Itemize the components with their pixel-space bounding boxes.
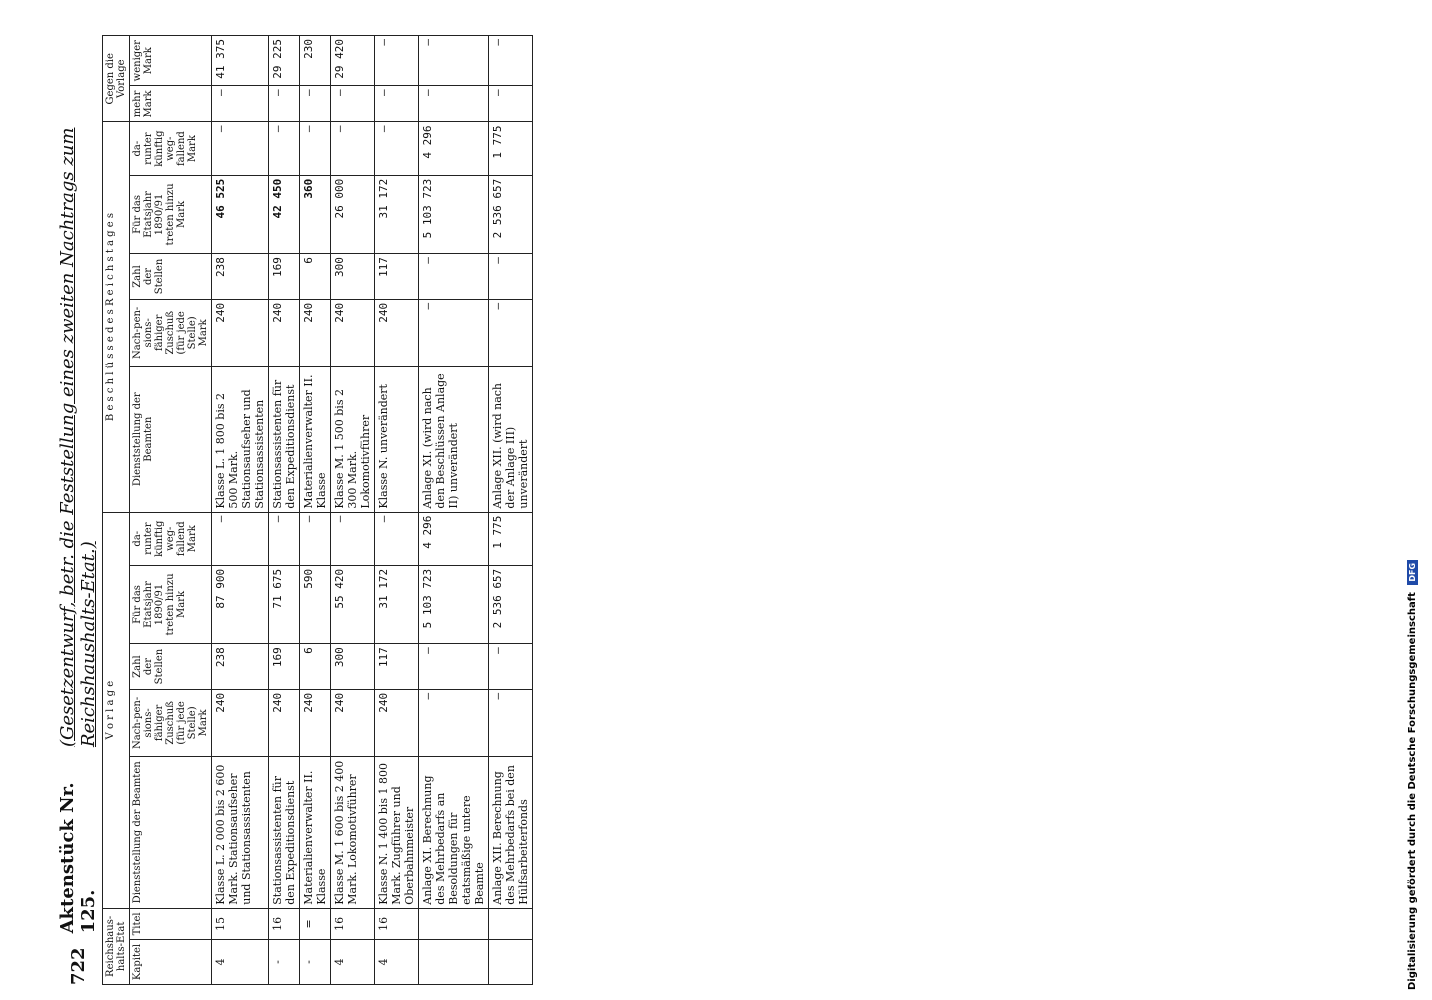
cell-b-max: 240: [269, 299, 300, 366]
cell-mehr: —: [269, 86, 300, 122]
cell-b-max: —: [489, 299, 533, 366]
cell-kapitel: [419, 940, 489, 985]
cell-b-zahl: 117: [375, 254, 419, 300]
cell-b-dienst: Anlage XI. (wird nach den Beschlüssen Anlage II) unverändert: [419, 366, 489, 512]
cell-b-zahl: —: [419, 254, 489, 300]
cell-b-betrag: 46 525: [212, 175, 269, 253]
table-row: [375, 36, 419, 985]
cell-v-max: 240: [331, 689, 375, 756]
cell-v-zahl: 117: [375, 644, 419, 690]
cell-b-betrag: 2 536 657: [489, 175, 533, 253]
col-v-dienst: Dienststellung der Beamten: [130, 756, 212, 908]
cell-kapitel: -: [269, 940, 300, 985]
cell-v-max: 240: [375, 689, 419, 756]
cell-b-weg: —: [331, 122, 375, 175]
cell-mehr: —: [375, 86, 419, 122]
cell-b-weg: —: [212, 122, 269, 175]
cell-titel: 15: [212, 908, 269, 939]
cell-titel: 16: [375, 908, 419, 939]
funding-text: Digitalisierung gefördert durch die Deutsche Forschungsgemeinschaft: [1407, 592, 1418, 990]
cell-b-weg: 4 296: [419, 122, 489, 175]
cell-v-weg: 4 296: [419, 512, 489, 565]
cell-titel: [419, 908, 489, 939]
col-v-betrag: Für das Etatsjahr 1890/91 treten hinzu Mark: [130, 565, 212, 643]
col-beschluesse: B e s c h l ü s s e d e s R e i c h s t a g e s: [103, 122, 130, 512]
col-gegen: Gegen die Vorlage: [103, 36, 130, 123]
col-mehr: mehr Mark: [130, 86, 212, 122]
cell-v-zahl: 300: [331, 644, 375, 690]
col-titel: Titel: [130, 908, 212, 939]
funding-sidebar: [1405, 10, 1429, 990]
budget-table: [102, 35, 533, 985]
cell-v-betrag: 71 675: [269, 565, 300, 643]
col-v-weg: da-runter künftig weg-fallend Mark: [130, 512, 212, 565]
cell-b-max: 240: [375, 299, 419, 366]
cell-v-max: 240: [300, 689, 331, 756]
col-weniger: weniger Mark: [130, 36, 212, 86]
cell-weniger: —: [489, 36, 533, 86]
cell-v-weg: —: [300, 512, 331, 565]
cell-v-max: 240: [269, 689, 300, 756]
table-row: [331, 36, 375, 985]
cell-v-weg: —: [331, 512, 375, 565]
cell-v-zahl: 6: [300, 644, 331, 690]
col-v-max: Nach-pen-sions-fähiger Zuschuß (für jede Stelle) Mark: [130, 689, 212, 756]
cell-v-dienst: Klasse M. 1 600 bis 2 400 Mark. Lokomotivführer: [331, 756, 375, 908]
page-header: [58, 35, 98, 985]
col-b-betrag: Für das Etatsjahr 1890/91 treten hinzu Mark: [130, 175, 212, 253]
cell-weniger: 29 225: [269, 36, 300, 86]
cell-v-max: 240: [212, 689, 269, 756]
cell-b-weg: —: [269, 122, 300, 175]
cell-v-zahl: —: [489, 644, 533, 690]
cell-v-betrag: 2 536 657: [489, 565, 533, 643]
cell-kapitel: 4: [212, 940, 269, 985]
col-b-zahl: Zahl der Stellen: [130, 254, 212, 300]
cell-v-weg: —: [212, 512, 269, 565]
cell-b-betrag: 26 000: [331, 175, 375, 253]
col-etat: Reichshaus-halts-Etat: [103, 908, 130, 984]
cell-v-weg: 1 775: [489, 512, 533, 565]
cell-kapitel: -: [300, 940, 331, 985]
table-row: [419, 36, 489, 985]
cell-b-dienst: Stationsassistenten für den Expeditionsdienst: [269, 366, 300, 512]
cell-b-betrag: 360: [300, 175, 331, 253]
cell-v-zahl: 169: [269, 644, 300, 690]
cell-mehr: —: [300, 86, 331, 122]
document-subtitle: (Gesetzentwurf, betr. die Feststellung eines zweiten Nachtrags zum Reichshaushalts-Etat.): [57, 127, 99, 748]
cell-v-betrag: 55 420: [331, 565, 375, 643]
cell-weniger: 230: [300, 36, 331, 86]
cell-b-betrag: 5 103 723: [419, 175, 489, 253]
table-row: [212, 36, 269, 985]
cell-b-zahl: 300: [331, 254, 375, 300]
cell-kapitel: [489, 940, 533, 985]
cell-b-max: 240: [300, 299, 331, 366]
table-body: [212, 36, 533, 985]
col-v-zahl: Zahl der Stellen: [130, 644, 212, 690]
cell-b-dienst: Klasse L. 1 800 bis 2 500 Mark. Stationsaufseher und Stationsassistenten: [212, 366, 269, 512]
cell-b-dienst: Klasse M. 1 500 bis 2 300 Mark. Lokomotivführer: [331, 366, 375, 512]
dfg-logo: DFG: [1407, 560, 1418, 585]
cell-titel: =: [300, 908, 331, 939]
cell-b-max: 240: [212, 299, 269, 366]
cell-v-dienst: Anlage XII. Berechnung des Mehrbedarfs bei den Hülfsarbeiterfonds: [489, 756, 533, 908]
col-b-max: Nach-pen-sions-fähiger Zuschuß (für jede Stelle) Mark: [130, 299, 212, 366]
cell-b-weg: —: [300, 122, 331, 175]
cell-v-dienst: Stationsassistenten für den Expeditionsdienst: [269, 756, 300, 908]
cell-b-weg: —: [375, 122, 419, 175]
cell-v-weg: —: [269, 512, 300, 565]
cell-titel: 16: [269, 908, 300, 939]
cell-kapitel: 4: [375, 940, 419, 985]
page-number: 722: [67, 947, 89, 985]
cell-weniger: 29 420: [331, 36, 375, 86]
cell-weniger: 41 375: [212, 36, 269, 86]
cell-mehr: —: [419, 86, 489, 122]
cell-v-zahl: 238: [212, 644, 269, 690]
cell-titel: [489, 908, 533, 939]
cell-v-dienst: Klasse L. 2 000 bis 2 600 Mark. Stationsaufseher und Stationsassistenten: [212, 756, 269, 908]
cell-b-dienst: Klasse N. unverändert: [375, 366, 419, 512]
col-b-weg: da-runter künftig weg-fallend Mark: [130, 122, 212, 175]
cell-mehr: —: [212, 86, 269, 122]
cell-v-betrag: 590: [300, 565, 331, 643]
cell-mehr: —: [331, 86, 375, 122]
cell-weniger: —: [419, 36, 489, 86]
cell-v-max: —: [419, 689, 489, 756]
document-title: Aktenstück Nr. 125.: [57, 782, 99, 934]
cell-b-betrag: 31 172: [375, 175, 419, 253]
cell-b-zahl: —: [489, 254, 533, 300]
funding-note: [1407, 30, 1418, 990]
cell-weniger: —: [375, 36, 419, 86]
cell-v-betrag: 87 900: [212, 565, 269, 643]
cell-v-dienst: Anlage XI. Berechnung des Mehrbedarfs an Besoldungen für etatsmäßige untere Beamte: [419, 756, 489, 908]
rotated-table-frame: [58, 35, 1388, 985]
table-row: [300, 36, 331, 985]
col-b-dienst: Dienststellung der Beamten: [130, 366, 212, 512]
cell-b-max: —: [419, 299, 489, 366]
cell-b-betrag: 42 450: [269, 175, 300, 253]
cell-v-dienst: Klasse N. 1 400 bis 1 800 Mark. Zugführer und Oberbahnmeister: [375, 756, 419, 908]
cell-b-zahl: 6: [300, 254, 331, 300]
cell-v-betrag: 31 172: [375, 565, 419, 643]
cell-v-dienst: Materialienverwalter II. Klasse: [300, 756, 331, 908]
cell-titel: 16: [331, 908, 375, 939]
cell-b-max: 240: [331, 299, 375, 366]
cell-v-betrag: 5 103 723: [419, 565, 489, 643]
table-row: [489, 36, 533, 985]
cell-b-zahl: 238: [212, 254, 269, 300]
cell-v-zahl: —: [419, 644, 489, 690]
cell-v-weg: —: [375, 512, 419, 565]
cell-v-max: —: [489, 689, 533, 756]
cell-kapitel: 4: [331, 940, 375, 985]
cell-b-weg: 1 775: [489, 122, 533, 175]
col-vorlage: V o r l a g e: [103, 512, 130, 908]
col-kapitel: Kapitel: [130, 940, 212, 985]
cell-b-dienst: Anlage XII. (wird nach der Anlage III) unverändert: [489, 366, 533, 512]
cell-b-dienst: Materialienverwalter II. Klasse: [300, 366, 331, 512]
cell-mehr: —: [489, 86, 533, 122]
table-row: [269, 36, 300, 985]
cell-b-zahl: 169: [269, 254, 300, 300]
